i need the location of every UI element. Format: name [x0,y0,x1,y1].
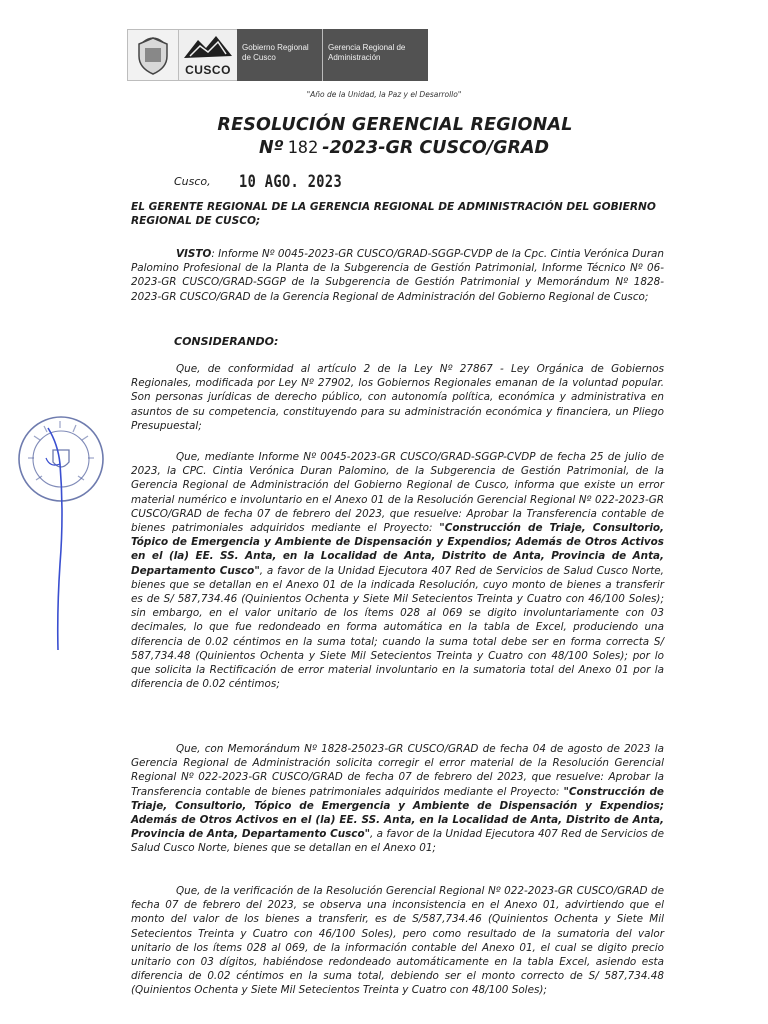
paragraph-2: Que, mediante Informe Nº 0045-2023-GR CUSCO/GRAD-SGGP-CVDP de fecha 25 de julio de 2023, la CPC. Cintia Verónica Duran Palomino, de la Subgerencia de Gestión Patrimonial, de la Gerencia Regional de Administración del Gobierno Regional de Cusco, informa que existe un error material numérico e involuntario en el Anexo 01 de la Resolución Gerencial Regional Nº 022-2023-GR CUSCO/GRAD de fecha 07 de febrero del 2023, que resuelve: Aprobar la Transferencia contable de bienes patrimoniales adquiridos mediante el Proyecto: "Construcción de Triaje, Consultorio, Tópico de Emergencia y Ambiente de Dispensación y Expendios; Además de Otros Activos en el (la) EE. SS. Anta, en la Localidad de Anta, Distrito de Anta, Provincia de Anta, Departamento Cusco", a favor de la Unidad Ejecutora 407 Red de Servicios de Salud Cusco Norte, bienes que se detallan en el Anexo 01 de la indicada Resolución, cuyo monto de bienes a transferir es de S/ 587,734.46 (Quinientos Ochenta y Siete Mil Setecientos Treinta y Cuatro con 46/100 Soles); sin embargo, en el valor unitario de los ítems 028 al 069 se digito involuntariamente con 03 decimales, lo que fue redondeado en forma automática en la tabla de Excel, produciendo una diferencia de 0.02 céntimos en la suma total; cuando la suma total debe ser en forma correcta S/ 587,734.48 (Quinientos Ochenta y Siete Mil Setecientos Treinta y Cuatro con 48/100 Soles); por lo que solicita la Rectificación de error material involuntario en la sumatoria total del Anexo 01 por la diferencia de 0.02 céntimos; [131,451,664,691]
project-name: "Construcción de Triaje, Consultorio, Tópico de Emergencia y Ambiente de Dispensación y Expendios; Además de Otros Activos en el (la) EE. SS. Anta, en la Localidad de Anta, Distrito de Anta, Provincia de Anta, Departamento Cusco" [131,522,664,577]
date-stamp: 10 AGO. 2023 [239,172,343,192]
visto-label: VISTO [176,248,212,260]
cusco-logo [179,29,237,81]
authority-heading: EL GERENTE REGIONAL DE LA GERENCIA REGIONAL DE ADMINISTRACIÓN DEL GOBIERNO REGIONAL DE CUSCO; [131,201,656,228]
signature-stroke [40,424,80,654]
resolution-title: RESOLUCIÓN GERENCIAL REGIONAL [217,115,573,135]
resolution-number: Nº 182 -2023-GR CUSCO/GRAD [259,138,550,158]
date-city: Cusco, [174,175,211,188]
gerencia-regional-label: Gerencia Regional de Administración [323,29,428,81]
year-motto: "Año de la Unidad, la Paz y el Desarrollo" [306,90,462,99]
coat-of-arms-icon [127,29,179,81]
visto-paragraph: VISTO: Informe Nº 0045-2023-GR CUSCO/GRAD-SGGP-CVDP de la Cpc. Cintia Verónica Duran Palomino Profesional de la Planta de la Subgerencia de Gestión Patrimonial, Informe Técnico Nº 06-2023-GR CUSCO/GRAD-SGGP de la Subgerencia de Gestión Patrimonial y Memorándum Nº 1828-2023-GR CUSCO/GRAD de la Gerencia Regional de Administración del Gobierno Regional de Cusco; [131,248,664,303]
paragraph-4: Que, de la verificación de la Resolución Gerencial Regional Nº 022-2023-GR CUSCO/GRAD de fecha 07 de febrero del 2023, se observa una inconsistencia en el Anexo 01, advirtiendo que el monto del valor de los bienes a transferir, es de S/587,734.46 (Quinientos Ochenta y Siete Mil Setecientos Treinta y Cuatro con 46/100 Soles), pero como resultado de la sumatoria del valor unitario de los ítems 028 al 069, de la información contable del Anexo 01, el cual se digito precio unitario con 03 dígitos, habiéndose redondeado automáticamente en la tabla Excel, asiendo esta diferencia de 0.02 céntimos en la suma total, debiendo ser el monto correcto de S/ 587,734.48 (Quinientos Ochenta y Siete Mil Setecientos Treinta y Cuatro con 48/100 Soles); [131,885,664,997]
considerando-heading: CONSIDERANDO: [174,335,279,348]
gobierno-regional-label: Gobierno Regional de Cusco [237,29,323,81]
resolution-number-value: 182 [287,138,319,158]
paragraph-3: Que, con Memorándum Nº 1828-25023-GR CUSCO/GRAD de fecha 04 de agosto de 2023 la Gerencia Regional de Administración solicita corregir el error material de la Resolución Gerencial Regional Nº 022-2023-GR CUSCO/GRAD de fecha 07 de febrero del 2023, que resuelve: Aprobar la Transferencia contable de bienes patrimoniales adquiridos mediante el Proyecto: "Construcción de Triaje, Consultorio, Tópico de Emergencia y Ambiente de Dispensación y Expendios; Además de Otros Activos en el (la) EE. SS. Anta, en la Localidad de Anta, Distrito de Anta, Provincia de Anta, Departamento Cusco", a favor de la Unidad Ejecutora 407 Red de Servicios de Salud Cusco Norte, bienes que se detallan en el Anexo 01; [131,743,664,855]
cusco-logo-text: CUSCO [185,63,231,77]
paragraph-1: Que, de conformidad al artículo 2 de la Ley Nº 27867 - Ley Orgánica de Gobiernos Regionales, modificada por Ley Nº 27902, los Gobiernos Regionales emanan de la voluntad popular. Son personas jurídicas de derecho público, con autonomía política, económica y administrativa en asuntos de su competencia, constituyendo para su administración económica y financiera, un Pliego Presupuestal; [131,363,664,432]
project-name: "Construcción de Triaje, Consultorio, Tópico de Emergencia y Ambiente de Dispensación y Expendios; Además de Otros Activos en el (la) EE. SS. Anta, en la Localidad de Anta, Distrito de Anta, Provincia de Anta, Departamento Cusco" [131,785,664,841]
letterhead [127,29,428,81]
